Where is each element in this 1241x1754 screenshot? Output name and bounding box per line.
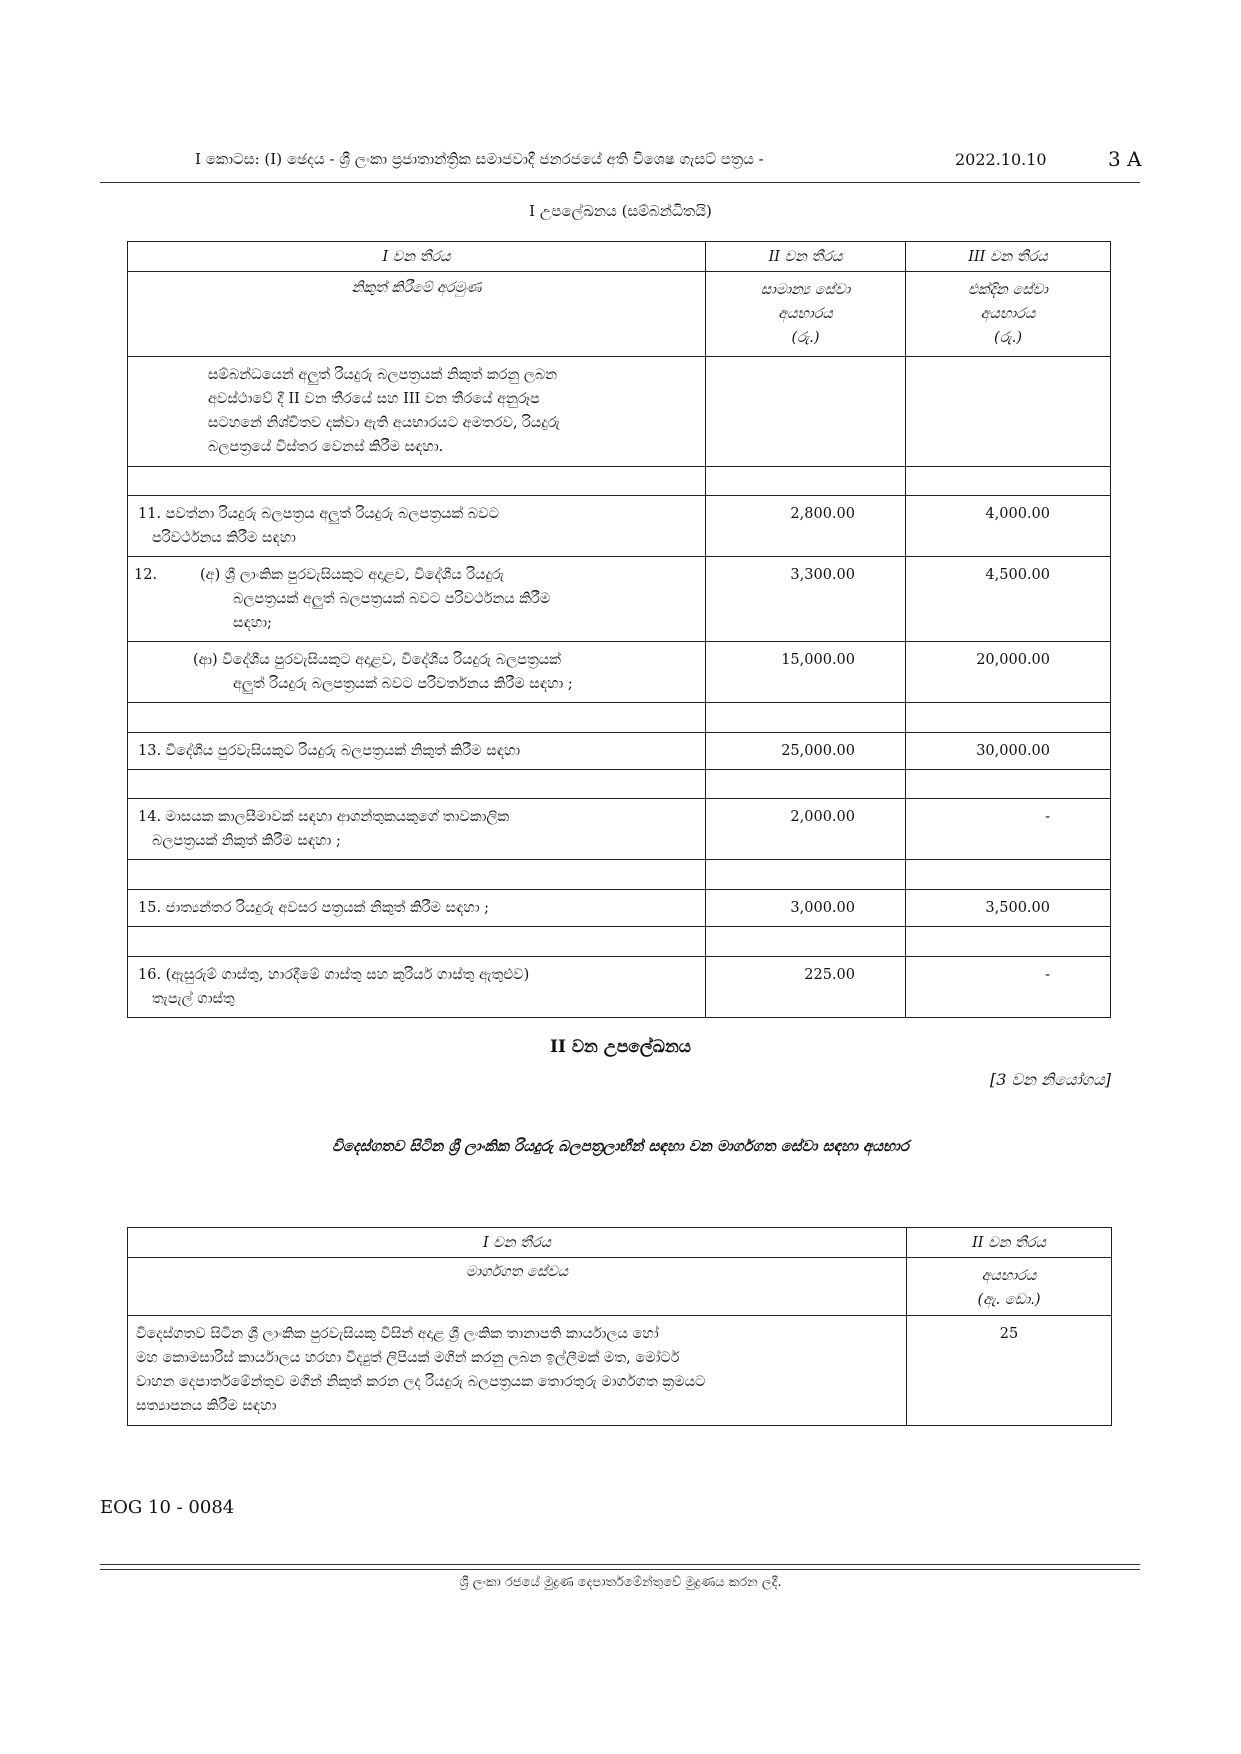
row-12a-line-3: සඳහා; <box>233 615 272 631</box>
subheader-fee-line2: (ඇ. ඩො.) <box>977 1292 1041 1308</box>
table-row <box>128 557 1111 642</box>
gazette-date: 2022.10.10 <box>955 150 1047 169</box>
row-12a-line-1: (අ) ශ්‍රී ලාංකික පුරවැසියකුට අදාළව, විදේශීය රියදුරු <box>200 567 505 583</box>
page-number: 3 A <box>1108 147 1142 171</box>
service-line-2: මහ කොමසාරිස් කාර්යාලය හරහා විද්‍යුත් ලිපියක් මගින් කරනු ලබන ඉල්ලීමක් මත, මෝටර් <box>136 1350 680 1366</box>
row-15-line-1: 15. ජාත්‍යන්තර රියදුරු අවසර පත්‍රයක් නිකුත් කිරීම සඳහා ; <box>138 900 490 916</box>
subheader-c2-line2: අයභාරය <box>778 306 833 322</box>
row-16-line-2: තැපැල් ගාස්තු <box>152 991 235 1007</box>
row-16-oneday-fee: - <box>1045 967 1050 983</box>
schedule-2-title: II වන උපලේඛනය <box>550 1037 691 1057</box>
intro-line-2: අවස්ථාවේ දී II වන තීරයේ සහ III වන තීරයේ අනුරූප <box>208 391 540 407</box>
intro-line-3: සටහනේ නිශ්චිතව දක්වා ඇති අයභාරයට අමතරව, රියදුරු <box>208 415 560 431</box>
row-11-line-1: 11. පවත්නා රියදුරු බලපත්‍රය අලුත් රියදුරු බලපත්‍රයක් බවට <box>138 506 500 522</box>
table-row <box>128 957 1111 1018</box>
service-line-1: විදෙස්ගතව සිටින ශ්‍රී ලාංකික පුරවැසියකු විසින් අදාළ ශ්‍රී ලංකික තානාපති කාර්යාලය හෝ <box>136 1326 659 1342</box>
table-row <box>128 357 1111 467</box>
row-14-oneday-fee: - <box>1045 809 1050 825</box>
spacer-row <box>128 467 1111 496</box>
column-header-2: II වන තීරය <box>907 1228 1112 1258</box>
schedule-1-table <box>127 241 1111 1018</box>
printer-footer: ශ්‍රී ලංකා රජයේ මුද්‍රණ දෙපාර්තමේන්තුවේ මුද්‍රණය කරන ලදී. <box>459 1575 782 1590</box>
row-12a-general-fee: 3,300.00 <box>790 567 855 583</box>
intro-line-4: බලපත්‍රයේ විස්තර වෙනස් කිරීම සඳහා. <box>208 439 444 455</box>
row-11-line-2: පරිවර්ථනය කිරීම සඳහා <box>152 530 296 546</box>
row-12-number: 12. <box>134 567 158 583</box>
row-11-general-fee: 2,800.00 <box>790 506 855 522</box>
schedule-2-subtitle: විදෙස්ගතව සිටින ශ්‍රී ලාංකික රියදුරු බලපත්‍රලාභීන් සඳහා වන මාර්ගගත සේවා සඳහා අයභාර <box>332 1137 909 1155</box>
row-16-line-1: 16. (ඇසුරුම් ගාස්තු, හාරදීමේ ගාස්තු සහ කුරියර් ගාස්තු ඇතුළුව) <box>138 967 530 983</box>
row-12b-general-fee: 15,000.00 <box>781 652 855 668</box>
service-line-4: සත්‍යාපනය කිරීම සඳහා <box>136 1398 277 1414</box>
spacer-row <box>128 703 1111 733</box>
table-row <box>128 799 1111 860</box>
row-12a-line-2: බලපත්‍රයක් අලුත් බලපත්‍රයක් බවට පරිවර්ථනය කිරීම <box>233 591 551 607</box>
document-code: EOG 10 - 0084 <box>100 1497 235 1518</box>
schedule-2-table <box>127 1227 1112 1426</box>
spacer-row <box>128 927 1111 957</box>
row-14-general-fee: 2,000.00 <box>790 809 855 825</box>
row-11-oneday-fee: 4,000.00 <box>985 506 1050 522</box>
subheader-c3-line2: අයභාරය <box>980 306 1036 322</box>
table-row <box>128 496 1111 557</box>
row-14-line-1: 14. මාසයක කාලසීමාවක් සඳහා ආගන්තුකයකුගේ තාවකාලික <box>138 809 510 825</box>
row-15-oneday-fee: 3,500.00 <box>985 900 1050 916</box>
spacer-row <box>128 860 1111 890</box>
service-line-3: වාහන දෙපාර්තමේන්තුව මගින් නිකුත් කරන ලද රියදුරු බලපත්‍රයක තොරතුරු මාර්ගගත ක්‍රමයට <box>136 1374 706 1390</box>
gazette-header-title: I කොටස: (I) ඡෙදය - ශ්‍රී ලංකා ප්‍රජාතාන්ත්‍රික සමාජවාදී ජනරජයේ අති විශෙෂ ගැසට් පත්‍රය - <box>195 150 764 168</box>
intro-line-1: සම්බන්ධයෙන් අලුත් රියදුරු බලපත්‍රයක් නිකුත් කරනු ලබන <box>208 367 558 383</box>
subheader-c2-line3: (රු.) <box>791 330 820 346</box>
service-fee-value: 25 <box>999 1326 1019 1342</box>
row-14-line-2: බලපත්‍රයක් නිකුත් කිරීම සඳහා ; <box>152 833 341 849</box>
column-subheader-purpose: නිකුත් කිරීමේ අරමුණ <box>351 280 482 296</box>
row-13-oneday-fee: 30,000.00 <box>976 743 1050 759</box>
column-header-3: III වන තීරය <box>906 242 1111 272</box>
table-row <box>128 733 1111 770</box>
table-row <box>128 642 1111 703</box>
table-subheader-row <box>128 272 1111 357</box>
table-row <box>128 1316 1112 1426</box>
header-divider <box>100 182 1140 183</box>
row-13-line-1: 13. විදේශීය පුරවැසියකුට රියදුරු බලපත්‍රයක් නිකුත් කිරීම සඳහා <box>138 743 521 759</box>
table-header-row <box>128 1228 1112 1258</box>
table-row <box>128 890 1111 927</box>
row-12b-oneday-fee: 20,000.00 <box>976 652 1050 668</box>
table-subheader-row <box>128 1258 1112 1316</box>
row-16-general-fee: 225.00 <box>804 967 855 983</box>
column-subheader-service: මාර්ගගත සේවය <box>465 1264 569 1280</box>
section-reference: [3 වන නියෝගය] <box>990 1070 1111 1089</box>
subheader-c3-line3: (රු.) <box>993 330 1023 346</box>
table-header-row <box>128 242 1111 272</box>
subheader-c3-line1: එක්දින සේවා <box>968 282 1048 298</box>
spacer-row <box>128 770 1111 799</box>
column-header-1: I වන තීරය <box>128 1228 907 1258</box>
row-12b-line-1: (ආ) විදේශීය පුරවැසියකුට අදාළව, විදේශීය රියදුරු බලපත්‍රයක් <box>193 652 561 668</box>
row-12a-oneday-fee: 4,500.00 <box>985 567 1050 583</box>
subheader-c2-line1: සාමාන්‍ය සේවා <box>760 282 851 298</box>
column-header-2: II වන තීරය <box>706 242 906 272</box>
row-12b-line-2: අලුත් රියදුරු බලපත්‍රයක් බවට පරිවර්තනය කිරීම සඳහා ; <box>233 676 573 692</box>
column-header-1: I වන තීරය <box>128 242 706 272</box>
footer-divider-bottom <box>100 1569 1140 1570</box>
row-15-general-fee: 3,000.00 <box>790 900 855 916</box>
subheader-fee-line1: අයභාරය <box>981 1268 1037 1284</box>
row-13-general-fee: 25,000.00 <box>781 743 855 759</box>
schedule-1-title: I උපලේඛනය (සම්බන්ධිතයි) <box>529 202 712 220</box>
footer-divider-top <box>100 1564 1140 1565</box>
